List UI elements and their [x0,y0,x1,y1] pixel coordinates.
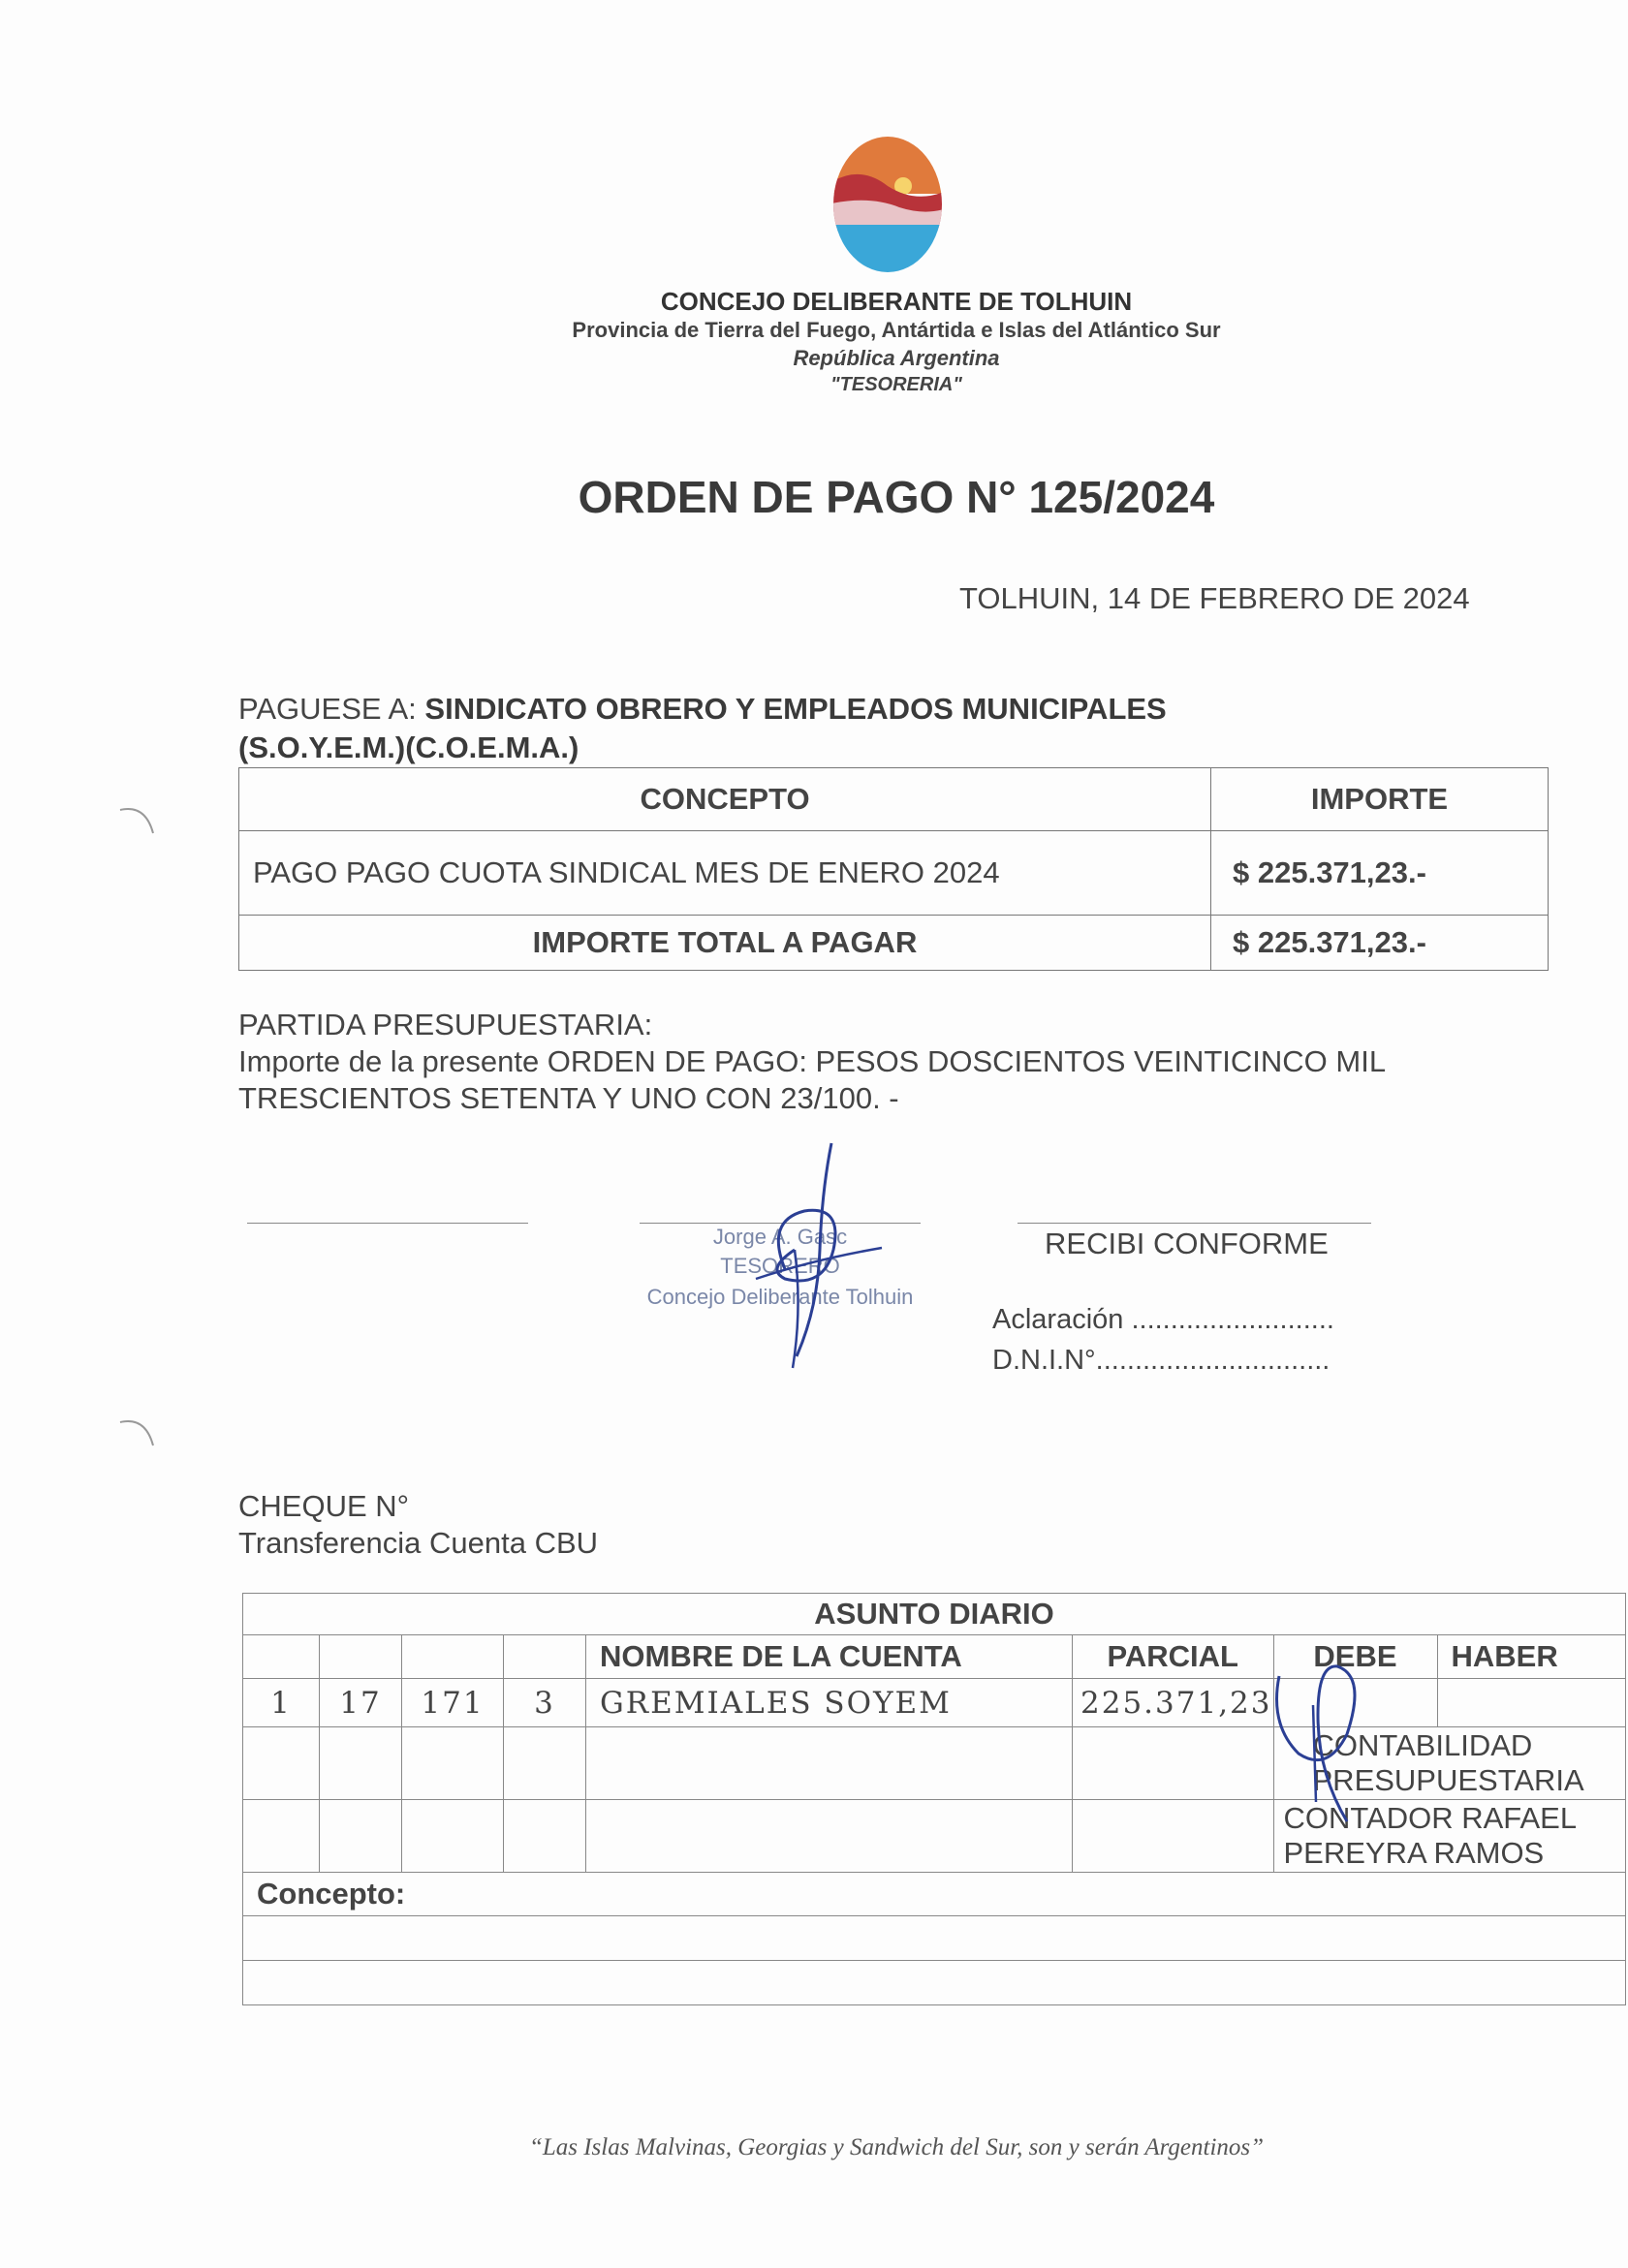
empty-cell [402,1800,504,1873]
concept-line-2 [243,1961,1626,2005]
code-cell-3 [402,1635,504,1679]
payee-label: PAGUESE A: [238,692,417,726]
total-amount: $ 225.371,23.- [1211,916,1549,971]
place-date: TOLHUIN, 14 DE FEBRERO DE 2024 [959,581,1470,615]
budget-line: PARTIDA PRESUPUESTARIA: [238,1008,653,1041]
treasurer-signature [727,1134,901,1376]
treasurer-org: Concejo Deliberante Tolhuin [646,1285,914,1309]
code-cell-1 [243,1635,320,1679]
treasurer-name: Jorge A. Gasc [712,1225,848,1249]
accounting-stamp-line1: CONTABILIDAD PRESUPUESTARIA [1273,1727,1626,1800]
empty-cell [1073,1727,1274,1800]
empty-cell [586,1800,1073,1873]
item-description: PAGO PAGO CUOTA SINDICAL MES DE ENERO 2024 [239,831,1211,916]
empty-cell [402,1727,504,1800]
payee-acronyms: (S.O.Y.E.M.)(C.O.E.M.A.) [238,730,579,764]
empty-cell [243,1727,320,1800]
signature-line-receiver [1018,1223,1371,1224]
journal-table [242,1593,1626,2005]
institution-logo [831,136,944,273]
amount-header: IMPORTE [1211,768,1549,831]
empty-cell [504,1727,586,1800]
code-cell-2 [320,1635,402,1679]
empty-cell [320,1800,402,1873]
page-title: ORDEN DE PAGO N° 125/2024 [578,472,1215,522]
hw-code-4: 3 [504,1679,586,1727]
footer-motto: “Las Islas Malvinas, Georgias y Sandwich del Sur, son y serán Argentinos” [528,2134,1265,2160]
concept-label: Concepto: [243,1873,1626,1916]
code-cell-4 [504,1635,586,1679]
amount-in-words-1: Importe de la presente ORDEN DE PAGO: PESOS DOSCIENTOS VEINTICINCO MIL [238,1044,1387,1078]
debit-header: DEBE [1273,1635,1437,1679]
credit-header: HABER [1437,1635,1626,1679]
received-label: RECIBI CONFORME [1045,1227,1329,1260]
total-label: IMPORTE TOTAL A PAGAR [239,916,1211,971]
hw-account: GREMIALES SOYEM [586,1679,1073,1727]
account-header: NOMBRE DE LA CUENTA [586,1635,1073,1679]
dni-field: D.N.I.N°.............................. [992,1345,1331,1376]
hw-partial: 225.371,23 [1073,1679,1274,1727]
margin-mark-top [116,802,159,841]
hw-code-3: 171 [402,1679,504,1727]
journal-title: ASUNTO DIARIO [243,1594,1626,1635]
credit-cell [1437,1679,1626,1727]
institution-name: CONCEJO DELIBERANTE DE TOLHUIN [660,287,1133,316]
empty-cell [504,1800,586,1873]
payee-name: SINDICATO OBRERO Y EMPLEADOS MUNICIPALES [424,692,1167,726]
cheque-label: CHEQUE N° [238,1489,410,1523]
item-amount: $ 225.371,23.- [1211,831,1549,916]
accountant-signature [1260,1637,1395,1831]
partial-header: PARCIAL [1073,1635,1274,1679]
amount-in-words-2: TRESCIENTOS SETENTA Y UNO CON 23/100. - [238,1081,899,1115]
margin-mark-bottom [116,1414,159,1453]
country-name: República Argentina [793,346,1000,370]
empty-cell [1073,1800,1274,1873]
payee-line [238,692,1167,727]
hw-code-2: 17 [320,1679,402,1727]
concept-header: CONCEPTO [239,768,1211,831]
hw-code-1: 1 [243,1679,320,1727]
transfer-label: Transferencia Cuenta CBU [238,1526,599,1560]
province-name: Provincia de Tierra del Fuego, Antártida e Islas del Atlántico Sur [572,318,1221,342]
department-name: "TESORERIA" [830,374,962,395]
signature-line-left [247,1223,528,1224]
payment-table [238,767,1549,971]
empty-cell [243,1800,320,1873]
clarification-field: Aclaración .......................... [992,1304,1334,1335]
accounting-stamp-line2: CONTADOR RAFAEL PEREYRA RAMOS [1273,1800,1626,1873]
empty-cell [586,1727,1073,1800]
concept-line-1 [243,1916,1626,1961]
treasurer-role: TESORERO [720,1254,840,1278]
empty-cell [320,1727,402,1800]
